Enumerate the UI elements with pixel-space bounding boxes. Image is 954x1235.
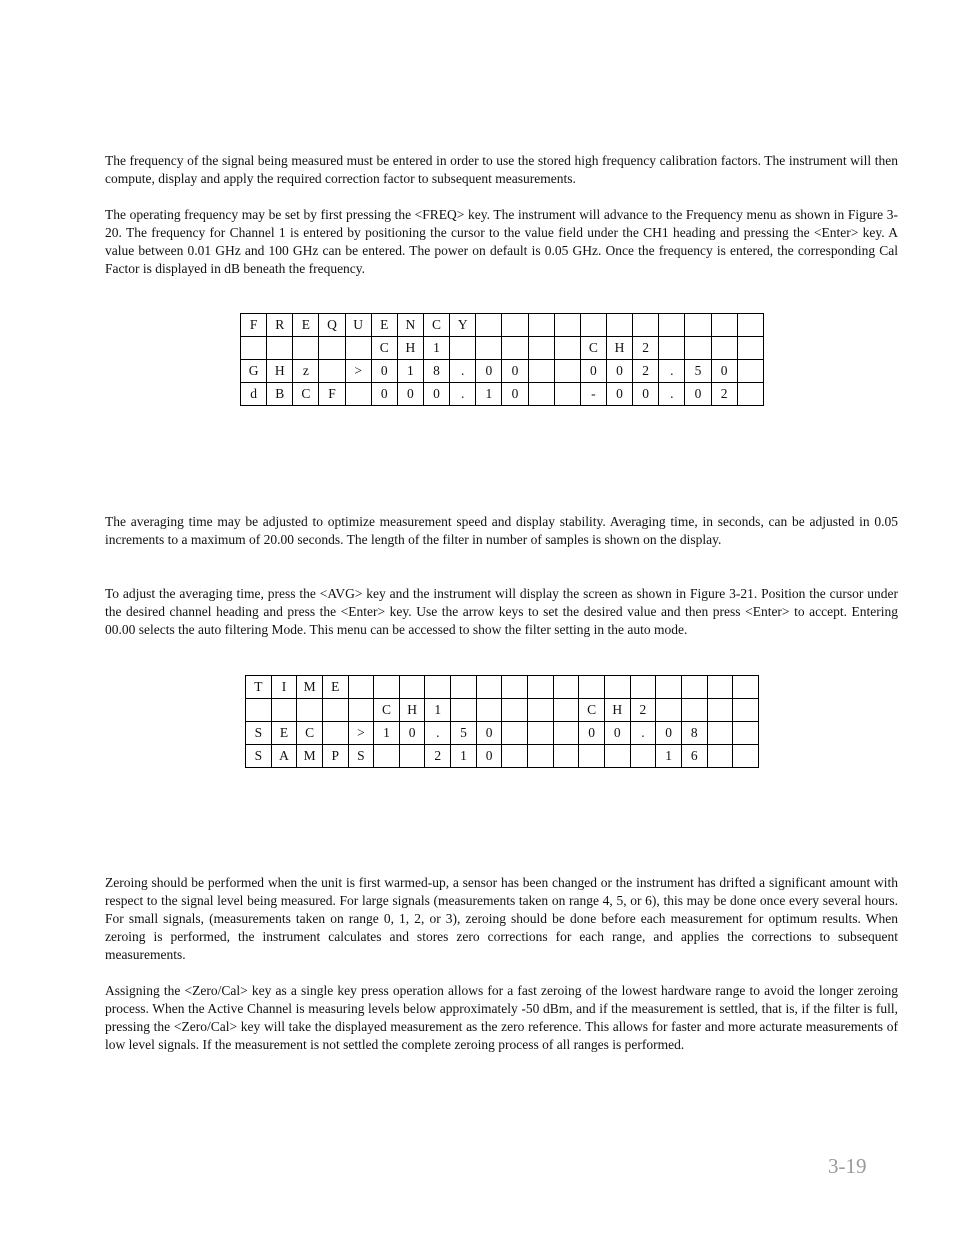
- display-cell: S: [246, 722, 272, 745]
- display-cell: .: [630, 722, 656, 745]
- display-cell: R: [267, 314, 293, 337]
- display-cell: 2: [633, 360, 659, 383]
- averaging-time-display-table: [245, 675, 759, 768]
- page-number: 3-19: [828, 1154, 867, 1178]
- display-cell: 0: [685, 383, 711, 406]
- display-cell: [451, 699, 477, 722]
- display-cell: C: [297, 722, 323, 745]
- display-cell: [711, 314, 737, 337]
- display-cell: 2: [711, 383, 737, 406]
- display-cell: [553, 676, 579, 699]
- display-cell: [553, 745, 579, 768]
- display-cell: [707, 676, 733, 699]
- display-cell: [604, 745, 630, 768]
- display-cell: .: [450, 360, 476, 383]
- display-cell: [267, 337, 293, 360]
- display-cell: [476, 699, 502, 722]
- display-cell: 5: [451, 722, 477, 745]
- display-cell: 0: [423, 383, 449, 406]
- display-cell: [476, 676, 502, 699]
- display-cell: [528, 676, 554, 699]
- frequency-instructions-paragraph: The operating frequency may be set by first pressing the <FREQ> key. The instrument will advance to the Frequency menu as shown in Figure 3-20. The frequency for Channel 1 is entered by positioning the cursor to the value field under the CH1 heading and pressing the <Enter> key. A value between 0.01 GHz and 100 GHz can be entered. The power on default is 0.05 GHz. Once the frequency is entered, the corresponding Cal Factor is displayed in dB beneath the frequency.: [105, 207, 898, 276]
- display-cell: [528, 699, 554, 722]
- display-cell: [374, 676, 400, 699]
- display-cell: H: [606, 337, 632, 360]
- frequency-intro-paragraph: The frequency of the signal being measured must be entered in order to use the stored high frequency calibration factors. The instrument will then compute, display and apply the required correction factor to subsequent measurements.: [105, 153, 898, 186]
- display-cell: H: [267, 360, 293, 383]
- zeroing-intro-paragraph: Zeroing should be performed when the unit is first warmed-up, a sensor has been changed or the instrument has drifted a significant amount with respect to the signal level being measured. For large signals (measurements taken on range 4, 5, or 6), this may be done once every several hours. For small signals, (measurements taken on range 0, 1, 2, or 3), zeroing should be done before each measurement for optimum results. When zeroing is performed, the instrument calculates and stores zero corrections for each range, and applies the corrections to subsequent measurements.: [105, 875, 898, 962]
- display-cell: [528, 314, 554, 337]
- averaging-instructions-paragraph: To adjust the averaging time, press the <AVG> key and the instrument will display the screen as shown in Figure 3-21. Position the cursor under the desired channel heading and press the <Enter> key. Use the arrow keys to set the desired value and then press <Enter> to accept. Entering 00.00 selects the auto filtering Mode. This menu can be accessed to show the filter setting in the auto mode.: [105, 586, 898, 637]
- display-cell: [685, 314, 711, 337]
- display-cell: 2: [425, 745, 451, 768]
- display-cell: [322, 722, 348, 745]
- display-cell: [656, 676, 682, 699]
- display-cell: [345, 383, 371, 406]
- display-cell: [630, 676, 656, 699]
- display-cell: 0: [633, 383, 659, 406]
- display-cell: [241, 337, 267, 360]
- display-cell: M: [297, 745, 323, 768]
- display-row: [241, 337, 764, 360]
- display-cell: [399, 676, 425, 699]
- display-cell: M: [297, 676, 323, 699]
- display-cell: [737, 383, 763, 406]
- display-cell: [451, 676, 477, 699]
- display-cell: [553, 722, 579, 745]
- display-cell: [733, 722, 759, 745]
- display-cell: .: [659, 383, 685, 406]
- display-cell: [348, 699, 374, 722]
- display-cell: [554, 383, 580, 406]
- display-cell: [348, 676, 374, 699]
- display-cell: [681, 699, 707, 722]
- display-cell: 1: [656, 745, 682, 768]
- display-cell: 8: [681, 722, 707, 745]
- display-cell: 0: [606, 383, 632, 406]
- display-cell: C: [371, 337, 397, 360]
- display-cell: .: [425, 722, 451, 745]
- display-cell: [345, 337, 371, 360]
- display-cell: [502, 699, 528, 722]
- display-cell: C: [580, 337, 606, 360]
- display-cell: [579, 745, 605, 768]
- display-cell: [450, 337, 476, 360]
- display-cell: [502, 337, 528, 360]
- display-cell: 0: [476, 360, 502, 383]
- display-cell: [374, 745, 400, 768]
- frequency-display-table: [240, 313, 764, 406]
- display-cell: .: [659, 360, 685, 383]
- averaging-intro-paragraph: The averaging time may be adjusted to optimize measurement speed and display stability. Averaging time, in seconds, can be adjusted in 0.05 increments to a maximum of 20.00 seconds. The length of the filter in number of samples is shown on the display.: [105, 514, 898, 547]
- display-cell: [425, 676, 451, 699]
- display-cell: 0: [399, 722, 425, 745]
- display-cell: [707, 745, 733, 768]
- display-cell: [319, 360, 345, 383]
- display-cell: 0: [476, 745, 502, 768]
- display-cell: [528, 360, 554, 383]
- display-cell: F: [319, 383, 345, 406]
- display-cell: [502, 314, 528, 337]
- display-cell: B: [267, 383, 293, 406]
- display-cell: 1: [451, 745, 477, 768]
- display-cell: 0: [579, 722, 605, 745]
- display-cell: [502, 676, 528, 699]
- display-cell: E: [322, 676, 348, 699]
- display-cell: 1: [374, 722, 400, 745]
- display-cell: [502, 745, 528, 768]
- display-cell: 0: [711, 360, 737, 383]
- display-row: [241, 314, 764, 337]
- display-cell: C: [423, 314, 449, 337]
- display-cell: H: [397, 337, 423, 360]
- display-row: [246, 676, 759, 699]
- display-cell: 0: [604, 722, 630, 745]
- display-cell: U: [345, 314, 371, 337]
- display-cell: [293, 337, 319, 360]
- display-cell: 1: [397, 360, 423, 383]
- display-cell: >: [345, 360, 371, 383]
- display-cell: [685, 337, 711, 360]
- display-cell: [711, 337, 737, 360]
- display-cell: [528, 337, 554, 360]
- display-cell: H: [399, 699, 425, 722]
- display-cell: .: [450, 383, 476, 406]
- display-cell: [604, 676, 630, 699]
- display-cell: [554, 314, 580, 337]
- display-cell: [297, 699, 323, 722]
- display-cell: [606, 314, 632, 337]
- display-cell: [737, 337, 763, 360]
- display-cell: [707, 699, 733, 722]
- display-cell: -: [580, 383, 606, 406]
- display-cell: P: [322, 745, 348, 768]
- display-row: [246, 745, 759, 768]
- display-cell: [707, 722, 733, 745]
- display-cell: [528, 722, 554, 745]
- display-cell: [630, 745, 656, 768]
- display-cell: [553, 699, 579, 722]
- display-cell: [528, 745, 554, 768]
- display-cell: [659, 337, 685, 360]
- display-cell: 1: [425, 699, 451, 722]
- display-row: [241, 383, 764, 406]
- zero-cal-key-paragraph: Assigning the <Zero/Cal> key as a single key press operation allows for a fast zeroing of the lowest hardware range to avoid the longer zeroing process. When the Active Channel is measuring levels below approximately -50 dBm, and if the measurement is settled, that is, if the filter is full, pressing the <Zero/Cal> key will take the displayed measurement as the zero reference. This allows for faster and more acturate measurements of low level signals. If the measurement is not settled the complete zeroing process of all ranges is performed.: [105, 983, 898, 1052]
- display-cell: z: [293, 360, 319, 383]
- display-row: [246, 722, 759, 745]
- display-cell: E: [371, 314, 397, 337]
- display-row: [246, 699, 759, 722]
- display-cell: 0: [371, 383, 397, 406]
- display-cell: [476, 337, 502, 360]
- display-cell: 1: [423, 337, 449, 360]
- display-cell: [322, 699, 348, 722]
- display-cell: F: [241, 314, 267, 337]
- display-cell: [733, 676, 759, 699]
- display-cell: [399, 745, 425, 768]
- display-cell: [319, 337, 345, 360]
- display-cell: Y: [450, 314, 476, 337]
- display-cell: 6: [681, 745, 707, 768]
- display-cell: E: [271, 722, 297, 745]
- display-cell: [733, 699, 759, 722]
- display-cell: [633, 314, 659, 337]
- display-cell: [554, 337, 580, 360]
- display-cell: C: [579, 699, 605, 722]
- display-cell: 0: [371, 360, 397, 383]
- display-cell: Q: [319, 314, 345, 337]
- display-cell: 0: [656, 722, 682, 745]
- display-cell: S: [348, 745, 374, 768]
- display-cell: T: [246, 676, 272, 699]
- display-cell: 0: [580, 360, 606, 383]
- display-cell: [271, 699, 297, 722]
- display-cell: 2: [633, 337, 659, 360]
- display-cell: S: [246, 745, 272, 768]
- display-cell: 0: [397, 383, 423, 406]
- display-cell: [659, 314, 685, 337]
- display-cell: G: [241, 360, 267, 383]
- display-cell: [733, 745, 759, 768]
- display-cell: 0: [502, 383, 528, 406]
- display-cell: A: [271, 745, 297, 768]
- display-cell: [476, 314, 502, 337]
- display-cell: 5: [685, 360, 711, 383]
- display-cell: >: [348, 722, 374, 745]
- display-cell: 0: [476, 722, 502, 745]
- display-cell: [580, 314, 606, 337]
- display-cell: I: [271, 676, 297, 699]
- display-cell: 1: [476, 383, 502, 406]
- display-cell: 0: [606, 360, 632, 383]
- display-cell: 8: [423, 360, 449, 383]
- display-cell: [681, 676, 707, 699]
- display-cell: E: [293, 314, 319, 337]
- display-cell: [246, 699, 272, 722]
- display-cell: [737, 360, 763, 383]
- display-cell: H: [604, 699, 630, 722]
- display-cell: 0: [502, 360, 528, 383]
- display-row: [241, 360, 764, 383]
- display-cell: [554, 360, 580, 383]
- display-cell: [502, 722, 528, 745]
- display-cell: [656, 699, 682, 722]
- display-cell: N: [397, 314, 423, 337]
- display-cell: 2: [630, 699, 656, 722]
- display-cell: d: [241, 383, 267, 406]
- display-cell: [528, 383, 554, 406]
- display-cell: C: [374, 699, 400, 722]
- display-cell: [737, 314, 763, 337]
- display-cell: [579, 676, 605, 699]
- display-cell: C: [293, 383, 319, 406]
